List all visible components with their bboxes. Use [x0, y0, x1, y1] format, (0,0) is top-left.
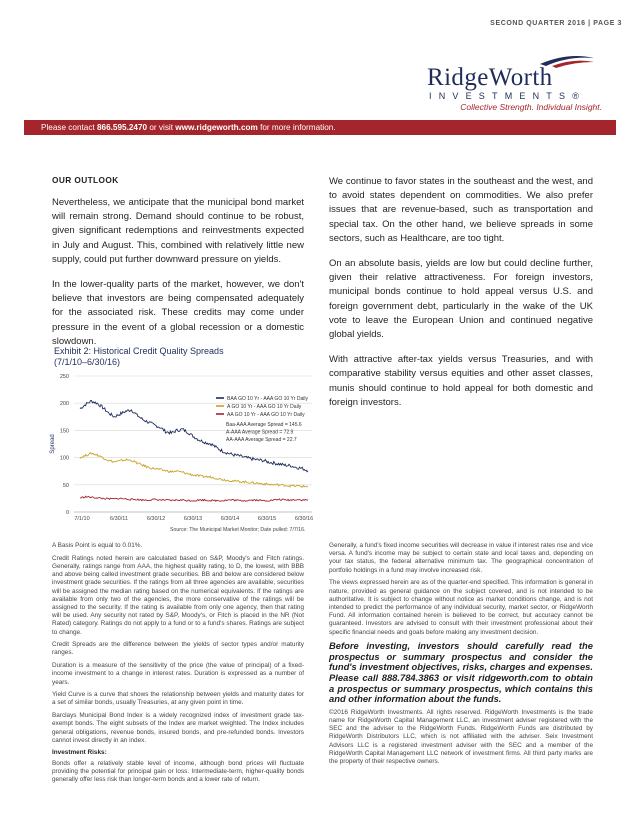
y-tick-label: 100	[59, 455, 69, 462]
footnote: Barclays Municipal Bond Index is a widely recognized index of investment grade tax-exempt bonds. The eight subsets of the Index are market weighted. The Index includes general obligations, revenue bonds, insured bonds, and pre-refunded bonds. Investors cannot invest directly in an index.	[52, 712, 304, 744]
y-tick-label: 50	[62, 482, 69, 489]
outlook-right-column	[329, 175, 593, 421]
page-label: SECOND QUARTER 2016 | PAGE 3	[490, 20, 622, 27]
contact-bar	[24, 120, 616, 135]
contact-phone[interactable]: 866.595.2470	[96, 123, 148, 132]
footnote: A Basis Point is equal to 0.01%.	[52, 542, 143, 549]
footnotes-right	[329, 542, 593, 771]
footnote: Credit Ratings noted herein are calculated based on S&P, Moody's and Fitch ratings. Generally, ratings range from AAA, the highest quality rating, to D, the lowest, with BBB and above being called investment grade securities. BB and below are considered below investment grade securities. If the ratings from all three agencies are available, securities will be assigned the median rating based on the numerical equivalents. If the ratings are available from only two of the agencies, the more conservative of the ratings will be assigned to the security. If the rating is available from only one agency, then that rating will be used. Any security not rated by S&P, Moody's, or Fitch is placed in the NR (Not Rated) category. Ratings do not apply to a fund or to a fund's shares. Ratings are subject to change.	[52, 554, 304, 636]
y-tick-label: 150	[59, 428, 69, 435]
average-spread-annotation: Baa-AAA Average Spread = 145.6	[226, 422, 302, 428]
risk-heading: Investment Risks:	[52, 749, 107, 757]
footnote: Bonds offer a relatively stable level of income, although bond prices will fluctuate providing the potential for principal gain or loss. Intermediate-term, higher-quality bonds generally offer less risk than longer-term bonds and a lower rate of return.	[52, 759, 304, 784]
x-tick-label: 6/30/14	[220, 516, 240, 522]
prospectus-notice: Before investing, investors should carefully read the prospectus or summary prospectus and consider the fund's investment objectives, risks, charges and expenses. Please call 888.784.3863 or visit ridgeworth.com to obtain a prospectus or summary prospectus, which contains this and other information about the funds.	[329, 640, 593, 705]
outlook-paragraph: On an absolute basis, yields are low but could decline further, given their relative attractiveness. For foreign investors, municipal bonds continue to hold appeal versus U.S. and foreign government debt, particularly in the wake of the UK vote to leave the European Union and continued negative global yields.	[329, 258, 593, 341]
chart-subtitle: (7/1/10–6/30/16)	[54, 357, 121, 367]
legend-entry: BAA GO 10 Yr - AAA GO 10 Yr Daily	[227, 396, 308, 402]
outlook-paragraph: We continue to favor states in the southeast and the west, and to avoid states dependent on commodities. We also prefer issues that are revenue-based, such as transportation and special tax. On the other hand, we believe spreads in some sectors, such as Healthcare, are too tight.	[329, 176, 593, 244]
logo-sub: INVESTMENTS®	[429, 91, 587, 101]
average-spread-annotation: AA-AAA Average Spread = 22.7	[226, 437, 297, 443]
x-tick-label: 6/30/11	[110, 516, 128, 522]
series-line	[80, 496, 308, 501]
x-tick-label: 6/30/13	[183, 516, 203, 522]
chart-source: Source: The Municipal Market Monitor; Date pulled: 7/7/16.	[170, 527, 306, 533]
outlook-left-column	[52, 175, 304, 360]
credit-spreads-chart	[44, 370, 316, 525]
copyright: ©2016 RidgeWorth Investments. All rights reserved. RidgeWorth Investments is the trade name for RidgeWorth Capital Management LLC, an investment adviser registered with the SEC and the adviser to the RidgeWorth Funds. RidgeWorth Funds are distributed by RidgeWorth Distributors LLC, which is not affiliated with the adviser. Seix Investment Advisors LLC is a registered investment adviser with the SEC and a member of the RidgeWorth Capital Management LLC network of investment firms. All third party marks are the property of their respective owners.	[329, 708, 593, 766]
y-tick-label: 200	[59, 401, 69, 408]
footnote: Credit Spreads are the difference between the yields of sector types and/or maturity ranges.	[52, 641, 304, 657]
y-tick-label: 250	[59, 374, 69, 380]
y-axis-label: Spread	[50, 434, 56, 454]
logo-name: RidgeWorth	[427, 64, 553, 91]
x-tick-label: 6/30/16	[294, 516, 314, 522]
legend-entry: A GO 10 Yr - AAA GO 10 Yr Daily	[227, 404, 302, 410]
outlook-heading: OUR OUTLOOK	[52, 175, 119, 185]
outlook-paragraph: With attractive after-tax yields versus Treasuries, and with comparative stability versus equities and other asset classes, munis should continue to hold appeal for both domestic and foreign investors.	[329, 354, 593, 408]
footnote: Duration is a measure of the sensitivity of the price (the value of principal) of a fixed-income investment to a change in interest rates. Duration is expressed as a number of years.	[52, 662, 304, 686]
average-spread-annotation: A-AAA Average Spread = 72.9	[226, 429, 294, 436]
tagline: Collective Strength. Individual Insight.	[460, 102, 602, 112]
x-tick-label: 6/30/15	[257, 516, 277, 522]
chart-title: Exhibit 2: Historical Credit Quality Spreads	[54, 346, 224, 356]
contact-website-link[interactable]: www.ridgeworth.com	[175, 123, 258, 132]
x-tick-label: 7/1/10	[74, 516, 90, 522]
contact-prefix: Please contact	[41, 123, 97, 132]
footnote: The views expressed herein are as of the quarter-end specified. This information is general in nature, provided as general guidance on the subject covered, and is not intended to be authoritative. It is subject to change without notice as market conditions change, and is not intended to predict the performance of any individual security, market sector, or RidgeWorth Fund. All information contained herein is believed to be correct, but accuracy cannot be guaranteed. Investors are advised to consult with their investment professional about their specific financial needs and goals before making any investment decision.	[329, 579, 593, 636]
y-tick-label: 0	[65, 510, 69, 516]
contact-middle: or visit	[147, 123, 176, 132]
legend-entry: AA GO 10 Yr - AAA GO 10 Yr Daily	[227, 412, 305, 418]
x-tick-label: 6/30/12	[146, 516, 166, 522]
footnotes-left	[52, 542, 304, 789]
footnote: Yield Curve is a curve that shows the relationship between yields and maturity dates for a set of similar bonds, usually Treasuries, at any given point in time.	[52, 691, 304, 707]
outlook-paragraph: Nevertheless, we anticipate that the municipal bond market will remain strong. Demand should continue to be robust, given significant redemptions and reinvestments expected in July and August. This, combined with relatively little new supply, could put further downward pressure on yields.	[52, 197, 304, 265]
outlook-paragraph: In the lower-quality parts of the market, however, we don't believe that investors are being compensated adequately for the associated risk. These credits may come under pressure in the event of a global recession or a domestic slowdown.	[52, 279, 304, 347]
contact-suffix: for more information.	[257, 123, 336, 132]
footnote: Generally, a fund's fixed income securities will decrease in value if interest rates rise and vice versa. A fund's income may be subject to certain state and local taxes and, depending on your tax status, the federal alternative minimum tax. The geographical concentration of portfolio holdings in a fund may involve increased risk.	[329, 542, 593, 574]
chart-title-block	[54, 346, 304, 368]
